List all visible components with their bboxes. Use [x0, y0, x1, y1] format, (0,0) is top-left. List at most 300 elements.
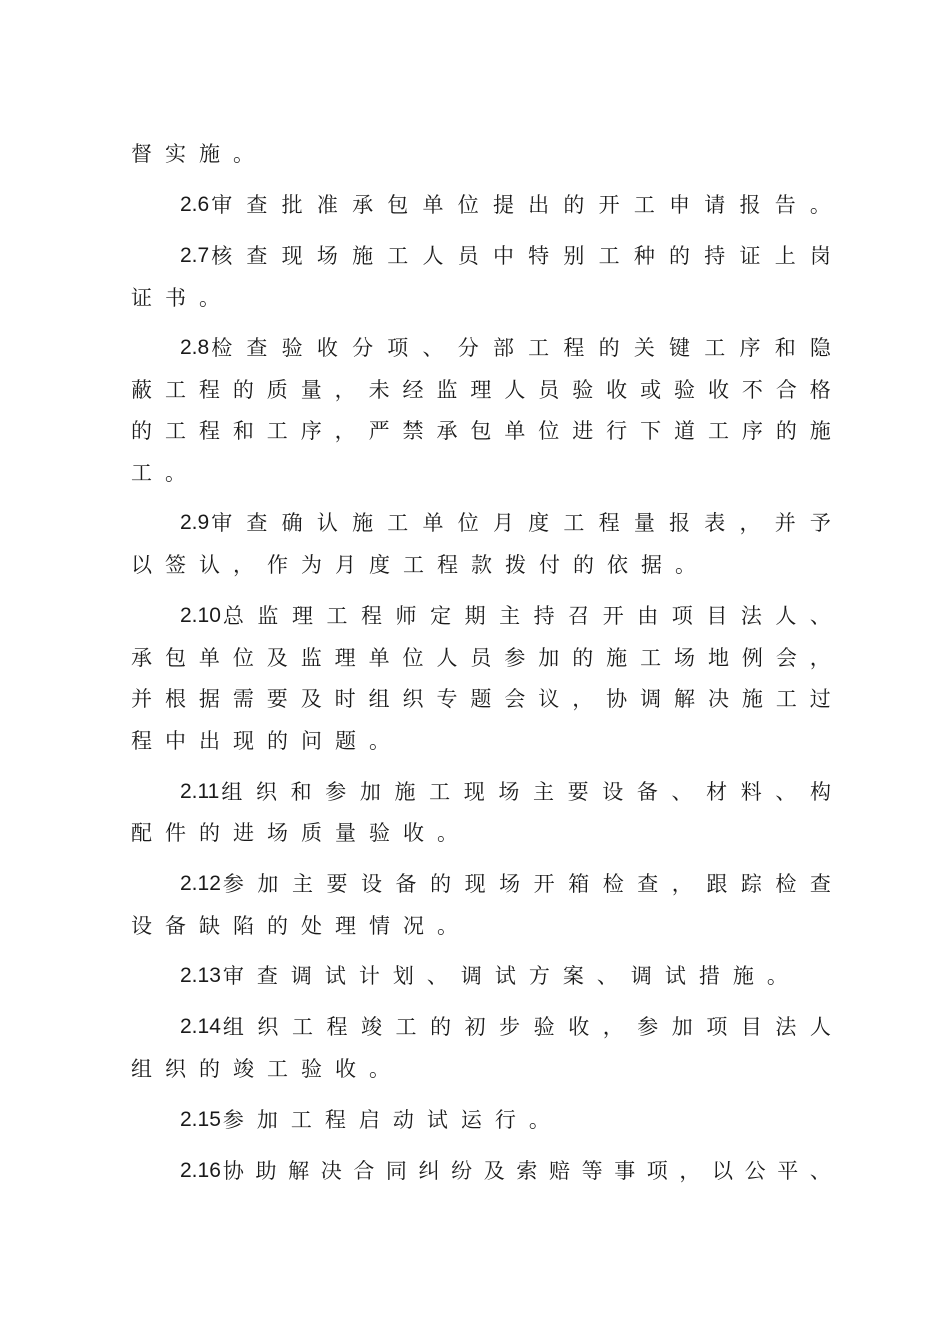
line-text — [131, 415, 831, 447]
glyph: 参 — [637, 1015, 659, 1039]
glyph: 人 — [422, 244, 444, 268]
glyph: ， — [671, 872, 693, 896]
glyph: 工 — [387, 511, 409, 535]
glyph: 解 — [674, 687, 695, 711]
glyph: 目 — [740, 1015, 762, 1039]
glyph: 工 — [326, 604, 348, 628]
text-line — [131, 817, 471, 849]
glyph: 备 — [636, 780, 658, 804]
glyph: 表 — [704, 511, 726, 535]
glyph: 的 — [232, 378, 254, 402]
glyph: 出 — [528, 193, 550, 217]
glyph: 施 — [352, 244, 374, 268]
line-text — [211, 332, 831, 364]
glyph: 等 — [581, 1159, 603, 1183]
glyph: 协 — [606, 687, 628, 711]
glyph: 的 — [775, 419, 797, 443]
glyph: 主 — [532, 780, 554, 804]
glyph: 参 — [325, 780, 347, 804]
text-line — [131, 642, 831, 674]
glyph: 织 — [257, 1015, 279, 1039]
line-text: 证书。 — [131, 286, 233, 310]
text-line — [131, 910, 471, 942]
line-text: 组织的竣工验收。 — [131, 1057, 403, 1081]
glyph: 师 — [395, 604, 417, 628]
glyph: 审 — [211, 193, 233, 217]
glyph: 、 — [422, 336, 444, 360]
glyph: 、 — [809, 1159, 831, 1183]
glyph: 键 — [669, 336, 691, 360]
glyph: 蔽 — [131, 378, 152, 402]
glyph: 工 — [563, 511, 585, 535]
glyph: 认 — [316, 511, 338, 535]
glyph: 调 — [640, 687, 662, 711]
glyph: 。 — [809, 193, 831, 217]
glyph: 根 — [164, 687, 186, 711]
glyph: 收 — [316, 336, 338, 360]
glyph: 格 — [809, 378, 831, 402]
glyph: 的 — [598, 336, 620, 360]
line-text: 设备缺陷的处理情况。 — [131, 914, 471, 938]
glyph: 的 — [669, 244, 691, 268]
glyph: 据 — [198, 687, 220, 711]
glyph: 确 — [281, 511, 303, 535]
glyph: 场 — [498, 780, 520, 804]
glyph: 需 — [232, 687, 254, 711]
glyph: 检 — [602, 872, 624, 896]
line-text: 以签认，作为月度工程款拨付的依据。 — [131, 553, 709, 577]
line-text — [211, 240, 831, 272]
glyph: 箱 — [568, 872, 590, 896]
glyph: 员 — [470, 646, 492, 670]
glyph: 度 — [528, 511, 550, 535]
clause-number: 2.13 — [180, 964, 221, 987]
glyph: 由 — [637, 604, 659, 628]
glyph: 并 — [774, 511, 796, 535]
glyph: 项 — [646, 1159, 668, 1183]
glyph: ， — [602, 1015, 624, 1039]
glyph: 工 — [528, 336, 550, 360]
glyph: 包 — [470, 419, 492, 443]
glyph: 工 — [291, 1015, 313, 1039]
glyph: 设 — [361, 872, 382, 896]
glyph: 主 — [291, 872, 313, 896]
glyph: 公 — [744, 1159, 766, 1183]
glyph: 检 — [211, 336, 233, 360]
line-text — [211, 189, 831, 221]
glyph: 开 — [533, 872, 555, 896]
glyph: 种 — [633, 244, 655, 268]
clause-number: 2.14 — [180, 1015, 221, 1038]
glyph: 例 — [741, 646, 763, 670]
glyph: 合 — [775, 378, 797, 402]
clause-line — [180, 960, 801, 992]
clause-number: 2.8 — [180, 336, 210, 359]
line-text — [221, 776, 831, 808]
glyph: 或 — [640, 378, 662, 402]
glyph: 加 — [257, 872, 279, 896]
glyph: 工 — [387, 244, 409, 268]
glyph: 主 — [499, 604, 521, 628]
glyph: 收 — [606, 378, 628, 402]
line-text — [211, 507, 831, 539]
glyph: 法 — [775, 1015, 797, 1039]
glyph: 场 — [674, 646, 695, 670]
line-text — [223, 868, 831, 900]
clause-line — [180, 240, 831, 272]
glyph: 申 — [669, 193, 691, 217]
glyph: 工 — [429, 780, 451, 804]
clause-line — [180, 1011, 831, 1043]
glyph: 量 — [633, 511, 655, 535]
clause-number: 2.6 — [180, 193, 210, 216]
glyph: 工 — [704, 336, 726, 360]
glyph: 召 — [568, 604, 590, 628]
glyph: 赔 — [548, 1159, 570, 1183]
glyph: 决 — [320, 1159, 342, 1183]
glyph: 未 — [368, 378, 390, 402]
glyph: 材 — [706, 780, 728, 804]
clause-line — [180, 600, 831, 632]
text-line — [131, 374, 831, 406]
glyph: 员 — [538, 378, 560, 402]
glyph: 监 — [436, 378, 458, 402]
glyph: 现 — [281, 244, 303, 268]
glyph: 员 — [457, 244, 479, 268]
glyph: 现 — [463, 780, 485, 804]
glyph: 设 — [602, 780, 624, 804]
text-line — [131, 282, 233, 314]
line-text: 配件的进场质量验收。 — [131, 821, 471, 845]
glyph: 月 — [492, 511, 514, 535]
line-text: 参加工程启动试运行。 — [222, 1108, 563, 1132]
line-text — [223, 1011, 831, 1043]
clause-number: 2.11 — [180, 780, 220, 803]
glyph: 承 — [131, 646, 152, 670]
glyph: 的 — [430, 872, 452, 896]
glyph: 开 — [598, 193, 620, 217]
glyph: ， — [809, 646, 831, 670]
glyph: 项 — [706, 1015, 728, 1039]
glyph: 要 — [326, 872, 348, 896]
glyph: 工 — [640, 646, 662, 670]
glyph: 组 — [221, 780, 243, 804]
glyph: 告 — [774, 193, 796, 217]
glyph: 持 — [533, 604, 555, 628]
glyph: 事 — [614, 1159, 636, 1183]
line-text — [131, 683, 831, 715]
glyph: 的 — [563, 193, 585, 217]
glyph: 理 — [291, 604, 313, 628]
glyph: 验 — [533, 1015, 555, 1039]
glyph: 报 — [739, 193, 761, 217]
glyph: 提 — [492, 193, 514, 217]
glyph: 查 — [246, 244, 268, 268]
glyph: 单 — [198, 646, 220, 670]
glyph: 程 — [198, 378, 220, 402]
glyph: 施 — [741, 687, 763, 711]
glyph: 加 — [538, 646, 560, 670]
line-text — [131, 374, 831, 406]
glyph: 位 — [457, 193, 479, 217]
glyph: ， — [679, 1159, 701, 1183]
glyph: 法 — [740, 604, 762, 628]
glyph: 地 — [707, 646, 729, 670]
glyph: ， — [334, 419, 356, 443]
glyph: 解 — [288, 1159, 310, 1183]
glyph: 中 — [492, 244, 514, 268]
glyph: 工 — [598, 244, 620, 268]
clause-line — [180, 507, 831, 539]
glyph: 部 — [492, 336, 514, 360]
line-text — [223, 1155, 831, 1187]
glyph: 及 — [266, 646, 288, 670]
glyph: 过 — [809, 687, 831, 711]
glyph: 协 — [222, 1159, 244, 1183]
glyph: 要 — [567, 780, 589, 804]
glyph: 位 — [457, 511, 479, 535]
clause-number: 2.10 — [180, 604, 221, 627]
glyph: 工 — [707, 419, 729, 443]
clause-number: 2.9 — [180, 511, 210, 534]
glyph: 分 — [352, 336, 374, 360]
glyph: 查 — [246, 511, 268, 535]
glyph: 验 — [281, 336, 303, 360]
glyph: 开 — [602, 604, 624, 628]
glyph: 查 — [246, 336, 268, 360]
glyph: 目 — [706, 604, 728, 628]
glyph: 和 — [774, 336, 796, 360]
glyph: 、 — [809, 604, 831, 628]
glyph: 程 — [198, 419, 220, 443]
glyph: 工 — [633, 193, 655, 217]
glyph: 上 — [774, 244, 796, 268]
glyph: 人 — [775, 604, 797, 628]
glyph: 施 — [606, 646, 628, 670]
glyph: 道 — [674, 419, 695, 443]
glyph: 监 — [257, 604, 279, 628]
glyph: 项 — [387, 336, 409, 360]
glyph: 下 — [640, 419, 662, 443]
glyph: 专 — [436, 687, 458, 711]
clause-line — [180, 1104, 563, 1136]
glyph: 隐 — [809, 336, 831, 360]
glyph: 不 — [741, 378, 763, 402]
glyph: 单 — [422, 511, 444, 535]
glyph: 序 — [739, 336, 761, 360]
glyph: 构 — [809, 780, 831, 804]
glyph: 工 — [164, 419, 186, 443]
glyph: 加 — [671, 1015, 693, 1039]
glyph: 平 — [777, 1159, 799, 1183]
glyph: ， — [334, 378, 356, 402]
text-line — [131, 683, 831, 715]
glyph: 会 — [775, 646, 797, 670]
glyph: 理 — [334, 646, 356, 670]
glyph: 位 — [232, 646, 254, 670]
glyph: 工 — [775, 687, 797, 711]
glyph: 请 — [704, 193, 726, 217]
glyph: 索 — [516, 1159, 538, 1183]
glyph: 施 — [352, 511, 374, 535]
glyph: 组 — [368, 687, 390, 711]
glyph: 位 — [402, 646, 424, 670]
glyph: 单 — [422, 193, 444, 217]
glyph: 查 — [246, 193, 268, 217]
glyph: 准 — [316, 193, 338, 217]
glyph: 单 — [504, 419, 526, 443]
glyph: 序 — [300, 419, 322, 443]
glyph: 予 — [809, 511, 831, 535]
glyph: 岗 — [809, 244, 831, 268]
glyph: 施 — [809, 419, 831, 443]
line-text: 审查调试计划、调试方案、调试措施。 — [222, 964, 801, 988]
glyph: 理 — [470, 378, 492, 402]
glyph: 程 — [598, 511, 620, 535]
glyph: 和 — [290, 780, 312, 804]
glyph: 现 — [464, 872, 486, 896]
glyph: 别 — [563, 244, 585, 268]
glyph: 加 — [359, 780, 381, 804]
glyph: 题 — [470, 687, 492, 711]
glyph: 持 — [704, 244, 726, 268]
clause-number: 2.16 — [180, 1159, 221, 1182]
text-line — [131, 138, 267, 170]
text-line — [131, 725, 403, 757]
text-line — [131, 549, 709, 581]
glyph: 场 — [499, 872, 521, 896]
glyph: 位 — [538, 419, 560, 443]
glyph: 序 — [741, 419, 763, 443]
glyph: 定 — [430, 604, 452, 628]
glyph: 人 — [809, 1015, 831, 1039]
glyph: 行 — [606, 419, 628, 443]
glyph: 总 — [222, 604, 244, 628]
glyph: 及 — [483, 1159, 505, 1183]
glyph: 人 — [436, 646, 458, 670]
glyph: 承 — [352, 193, 374, 217]
clause-line — [180, 1155, 831, 1187]
glyph: 的 — [131, 419, 152, 443]
glyph: 跟 — [706, 872, 728, 896]
glyph: 项 — [671, 604, 693, 628]
clause-line — [180, 332, 831, 364]
glyph: 核 — [211, 244, 233, 268]
glyph: 决 — [707, 687, 729, 711]
glyph: 时 — [334, 687, 356, 711]
glyph: 踪 — [740, 872, 762, 896]
glyph: 初 — [464, 1015, 486, 1039]
glyph: 禁 — [402, 419, 424, 443]
glyph: 报 — [669, 511, 691, 535]
glyph: 监 — [300, 646, 322, 670]
clause-line — [180, 776, 831, 808]
clause-number: 2.12 — [180, 872, 221, 895]
glyph: 、 — [671, 780, 693, 804]
glyph: 织 — [255, 780, 277, 804]
glyph: ， — [572, 687, 594, 711]
glyph: 竣 — [361, 1015, 382, 1039]
glyph: 查 — [809, 872, 831, 896]
glyph: 、 — [775, 780, 797, 804]
glyph: 批 — [281, 193, 303, 217]
line-text: 督实施。 — [131, 142, 267, 166]
glyph: 工 — [164, 378, 186, 402]
glyph: 程 — [563, 336, 585, 360]
glyph: 分 — [457, 336, 479, 360]
glyph: 期 — [464, 604, 486, 628]
glyph: 的 — [572, 646, 594, 670]
glyph: 检 — [775, 872, 797, 896]
glyph: 验 — [572, 378, 594, 402]
clause-line — [180, 189, 831, 221]
glyph: 同 — [385, 1159, 407, 1183]
glyph: 以 — [712, 1159, 734, 1183]
glyph: 审 — [211, 511, 233, 535]
glyph: 并 — [131, 687, 152, 711]
glyph: 严 — [368, 419, 390, 443]
glyph: 质 — [266, 378, 288, 402]
glyph: 纷 — [451, 1159, 473, 1183]
glyph: 程 — [326, 1015, 348, 1039]
glyph: 织 — [402, 687, 424, 711]
line-text: 程中出现的问题。 — [131, 729, 403, 753]
clause-number: 2.7 — [180, 244, 210, 267]
glyph: 收 — [568, 1015, 590, 1039]
glyph: 会 — [504, 687, 526, 711]
glyph: 证 — [739, 244, 761, 268]
glyph: 承 — [436, 419, 458, 443]
line-text — [131, 642, 831, 674]
glyph: 单 — [368, 646, 390, 670]
glyph: 工 — [395, 1015, 417, 1039]
glyph: 收 — [707, 378, 729, 402]
clause-number: 2.15 — [180, 1108, 221, 1131]
clause-line — [180, 868, 831, 900]
text-line — [131, 415, 831, 447]
line-text: 工。 — [131, 461, 199, 485]
glyph: 助 — [255, 1159, 277, 1183]
glyph: 验 — [674, 378, 695, 402]
glyph: 要 — [266, 687, 288, 711]
glyph: 的 — [430, 1015, 452, 1039]
glyph: 组 — [222, 1015, 244, 1039]
glyph: 和 — [232, 419, 254, 443]
glyph: 步 — [499, 1015, 521, 1039]
glyph: 工 — [266, 419, 288, 443]
glyph: ， — [739, 511, 761, 535]
glyph: 议 — [538, 687, 560, 711]
line-text — [223, 600, 831, 632]
glyph: 备 — [395, 872, 417, 896]
glyph: 程 — [361, 604, 382, 628]
glyph: 特 — [528, 244, 550, 268]
glyph: 纠 — [418, 1159, 440, 1183]
glyph: 包 — [387, 193, 409, 217]
glyph: 参 — [504, 646, 526, 670]
glyph: 场 — [316, 244, 338, 268]
text-line — [131, 457, 199, 489]
glyph: 料 — [740, 780, 762, 804]
glyph: 包 — [164, 646, 186, 670]
glyph: 施 — [394, 780, 416, 804]
glyph: 合 — [353, 1159, 375, 1183]
glyph: 关 — [633, 336, 655, 360]
glyph: 进 — [572, 419, 594, 443]
glyph: 参 — [222, 872, 244, 896]
text-line — [131, 1053, 403, 1085]
glyph: 人 — [504, 378, 526, 402]
